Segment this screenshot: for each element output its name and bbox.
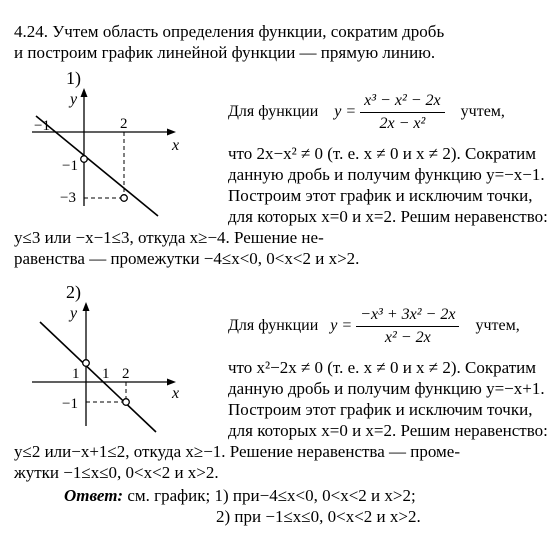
part2-label: 2) [66, 282, 81, 302]
part2-text-line-1: что x²−2x ≠ 0 (т. е. x ≠ 0 и x ≠ 2). Сократим [228, 358, 537, 377]
part1-numerator: x³ − x² − 2x [360, 92, 445, 113]
intro-line-2: и построим график линейной функции — прямую линию. [14, 43, 436, 62]
part1-hole-x2 [121, 195, 128, 202]
part1-text-line-6: равенства — промежутки −4≤x<0, 0<x<2 и x>2. [14, 249, 360, 268]
part2-denominator: x² − 2x [384, 329, 431, 346]
part1-text-line-5: y≤3 или −x−1≤3, откуда x≥−4. Решение не- [14, 228, 324, 247]
part1-graph [28, 88, 198, 218]
part2-fraction [356, 306, 459, 347]
part1-formula-prefix: Для функции [228, 103, 319, 121]
part2-text-line-5: y≤2 или−x+1≤2, откуда x≥−1. Решение неравенства — проме- [14, 442, 461, 461]
part1-formula [228, 92, 505, 133]
part1-denominator: 2x − x² [379, 115, 426, 132]
part2-tick-y-1: 1 [72, 366, 80, 382]
part1-tick-y-neg3: −3 [60, 190, 76, 206]
part1-y-arrow [81, 88, 88, 97]
part1-text-line-3: Построим этот график и исключим точки, [228, 186, 533, 205]
part2-text-line-6: жутки −1≤x≤0, 0<x<2 и x>2. [14, 463, 219, 482]
part2-function-line [40, 322, 156, 432]
part2-hole-x2 [123, 399, 130, 406]
part2-numerator: −x³ + 3x² − 2x [356, 306, 459, 327]
part2-y-eq: y = [330, 317, 353, 335]
part2-formula [228, 306, 520, 347]
part1-tick-x-neg1: −1 [34, 118, 50, 134]
answer-line-1 [64, 486, 416, 506]
part2-tick-x-2: 2 [122, 366, 130, 382]
part2-tick-y-neg1: −1 [62, 396, 78, 412]
part1-function-line [36, 116, 158, 216]
part2-formula-suffix: учтем, [475, 317, 520, 335]
answer-text-1: см. график; 1) при−4≤x<0, 0<x<2 и x>2; [127, 486, 416, 505]
answer-line-2: 2) при −1≤x≤0, 0<x<2 и x>2. [216, 507, 421, 526]
part1-text-line-1: что 2x−x² ≠ 0 (т. е. x ≠ 0 и x ≠ 2). Сократим [228, 144, 537, 163]
part2-hole-x0 [83, 360, 90, 367]
part1-tick-y-neg1: −1 [62, 158, 78, 174]
answer-label: Ответ: [64, 486, 124, 505]
part1-text-line-2: данную дробь и получим функцию y=−x−1. [228, 165, 545, 184]
part1-axis-y-label: y [70, 91, 78, 108]
part2-graph [28, 302, 198, 432]
part2-text-line-3: Построим этот график и исключим точки, [228, 400, 533, 419]
part2-formula-prefix: Для функции [228, 317, 319, 335]
part1-fraction [360, 92, 445, 133]
part1-text-line-4: для которых x=0 и x=2. Решим неравенство: [228, 207, 548, 226]
part2-axis-x-label: x [172, 385, 180, 402]
part1-y-eq: y = [334, 103, 357, 121]
part1-axis-x-label: x [172, 137, 180, 154]
part1-formula-suffix: учтем, [460, 103, 505, 121]
part2-text-line-4: для которых x=0 и x=2. Решим неравенство: [228, 421, 548, 440]
part2-tick-x-1: 1 [102, 366, 110, 382]
part1-x-arrow [167, 129, 176, 136]
part2-axis-y-label: y [70, 305, 78, 322]
intro-line-1: 4.24. Учтем область определения функции, сократим дробь [14, 22, 445, 41]
part1-tick-x-2: 2 [120, 116, 128, 132]
part1-hole-x0 [81, 156, 88, 163]
part2-y-arrow [83, 302, 90, 311]
part2-text-line-2: данную дробь и получим функцию y=−x+1. [228, 379, 545, 398]
part1-label: 1) [66, 68, 81, 88]
